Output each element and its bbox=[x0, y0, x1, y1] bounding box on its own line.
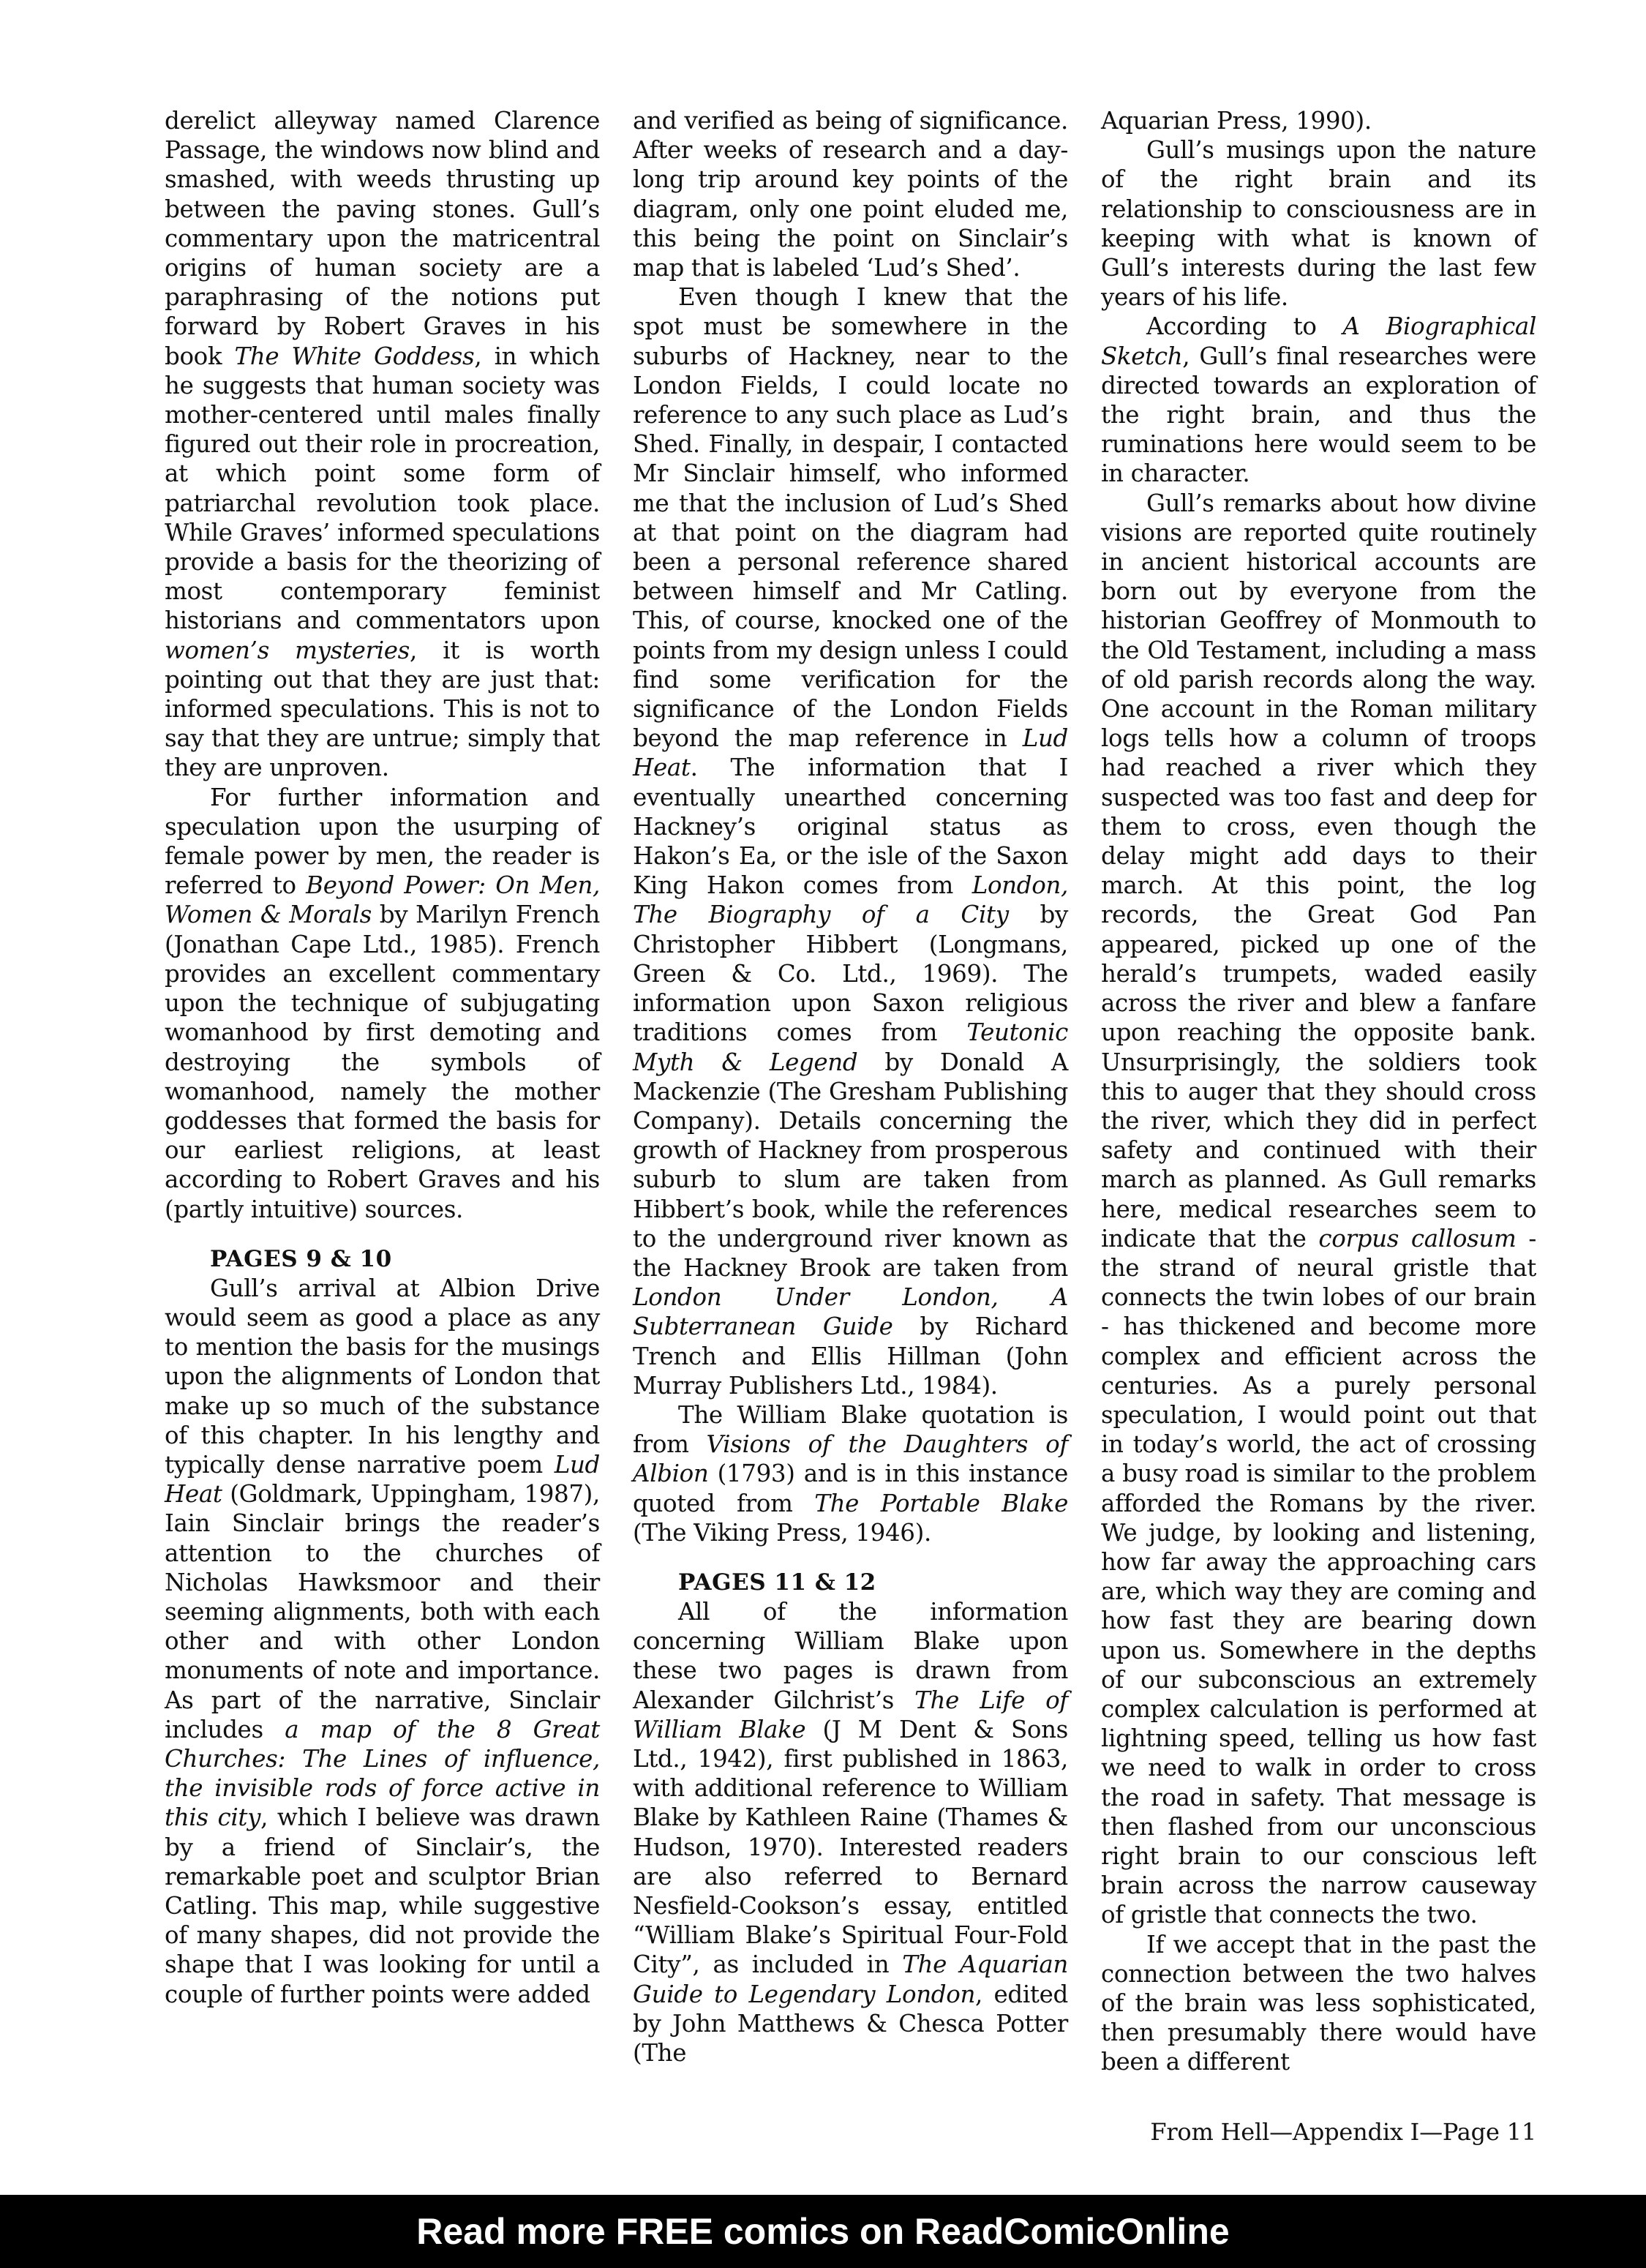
italic-title-text: Lud Heat bbox=[633, 724, 1068, 782]
continued-paragraph bbox=[633, 106, 1068, 282]
italic-title-text: The White Goddess bbox=[234, 342, 475, 370]
body-text: The William Blake quotation is from bbox=[633, 1400, 1068, 1459]
paragraph bbox=[165, 783, 600, 1224]
text-column-3 bbox=[1101, 106, 1536, 2077]
body-text: by Christopher Hibbert (Longmans, Green & Co. Ltd., 1969). The information upon Saxon religious traditions comes from bbox=[633, 901, 1068, 1047]
body-text: , Gull’s final researches were directed towards an exploration of the right brain, and thus the ruminations here would seem to be in character. bbox=[1101, 342, 1536, 488]
italic-title-text: A Biographical Sketch bbox=[1101, 312, 1536, 370]
section-heading: PAGES 9 & 10 bbox=[210, 1245, 392, 1272]
continued-paragraph bbox=[1101, 106, 1536, 135]
text-column-1 bbox=[165, 106, 600, 2009]
body-text: by Richard Trench and Ellis Hillman (John Murray Publishers Ltd., 1984). bbox=[633, 1313, 1068, 1400]
italic-title-text: Lud Heat bbox=[165, 1450, 600, 1509]
italic-title-text: Visions of the Daughters of Albion bbox=[633, 1430, 1069, 1488]
paragraph bbox=[1101, 135, 1536, 312]
body-text: , edited by John Matthews & Chesca Potter (The bbox=[633, 1980, 1068, 2067]
body-text: If we accept that in the past the connection between the two halves of the brain was less sophisticated, then presumably there would have been a different bbox=[1101, 1930, 1536, 2076]
italic-title-text: a map of the 8 Great Churches: The Lines of influence, the invisible rods of force active in this city bbox=[165, 1715, 600, 1832]
body-text: . The information that I eventually unearthed concerning Hackney’s original status as Hakon’s Ea, or the isle of the Saxon King Hakon comes from bbox=[633, 754, 1068, 900]
body-text: Gull’s musings upon the nature of the right brain and its relationship to consciousness are in keeping with what is known of Gull’s interests during the last few years of his life. bbox=[1101, 136, 1536, 312]
section-heading: PAGES 11 & 12 bbox=[678, 1569, 876, 1596]
italic-title-text: The Life of William Blake bbox=[633, 1686, 1068, 1743]
text-column-2 bbox=[633, 106, 1068, 2068]
body-text: by Donald A Mackenzie (The Gresham Publishing Company). Details concerning the growth of Hackney from prosperous suburb to slum are taken from Hibbert’s book, while the references to the underground river known as the Hackney Brook are taken from bbox=[633, 1048, 1069, 1282]
promo-banner[interactable] bbox=[0, 2195, 1646, 2268]
paragraph bbox=[165, 1274, 600, 2009]
italic-title-text: London, The Biography of a City bbox=[633, 871, 1068, 929]
paragraph bbox=[633, 1597, 1068, 2068]
body-text: , which I believe was drawn by a friend of Sinclair’s, the remarkable poet and sculptor Brian Catling. This map, while suggestive of many shapes, did not provide the shape that I was looking for until a couple of further points were added bbox=[165, 1803, 600, 2008]
body-text: Aquarian Press, 1990). bbox=[1101, 107, 1372, 135]
body-text: Gull’s arrival at Albion Drive would seem as good a place as any to mention the basis for the musings upon the alignments of London that make up so much of the substance of this chapter. In his lengthy and typically dense narrative poem bbox=[165, 1274, 600, 1479]
body-text: - the strand of neural gristle that connects the twin lobes of our brain - has thickened and become more complex and efficient across the centuries. As a purely personal speculation, I would point out that in today’s world, the act of crossing a busy road is similar to the problem afforded the Romans by the river. We judge, by looking and listening, how far away the approaching cars are, which way they are coming and how fast they are bearing down upon us. Somewhere in the depths of our subconscious an extremely complex calculation is performed at lightning speed, telling us how fast we need to walk in order to cross the road in safety. That message is then flashed from our unconscious right brain to our conscious left brain across the narrow causeway of gristle that connects the two. bbox=[1101, 1224, 1536, 1929]
paragraph bbox=[1101, 1930, 1536, 2077]
italic-title-text: The Aquarian Guide to Legendary London bbox=[633, 1950, 1069, 2008]
paragraph bbox=[1101, 489, 1536, 1930]
body-text: (J M Dent & Sons Ltd., 1942), first published in 1863, with additional reference to William Blake by Kathleen Raine (Thames & Hudson, 1970). Interested readers are also referred to Bernard Nesfield-Cookson’s essay, entitled “William Blake’s Spiritual Four-Fold City”, as included in bbox=[633, 1715, 1068, 1979]
body-text: derelict alleyway named Clarence Passage, the windows now blind and smashed, with weeds thrusting up between the paving stones. Gull’s commentary upon the matricentral origins of human society are a paraphrasing of the notions put forward by Robert Graves in his book bbox=[165, 107, 600, 370]
body-text: According to bbox=[1146, 312, 1343, 341]
body-text: by Marilyn French (Jonathan Cape Ltd., 1985). French provides an excellent commentary upon the technique of subjugating womanhood by first demoting and destroying the symbols of womanhood, namely the mother goddesses that formed the basis for our earliest religions, at least according to Robert Graves and his (partly intuitive) sources. bbox=[165, 901, 600, 1223]
italic-title-text: corpus callosum bbox=[1318, 1224, 1517, 1253]
body-text: (Goldmark, Uppingham, 1987), Iain Sinclair brings the reader’s attention to the churches of Nicholas Hawksmoor and their seeming alignments, both with each other and with other London monuments of note and importance. As part of the narrative, Sinclair includes bbox=[165, 1480, 600, 1743]
promo-banner-text[interactable]: Read more FREE comics on ReadComicOnline bbox=[416, 2211, 1230, 2252]
paragraph bbox=[1101, 312, 1536, 488]
italic-title-text: The Portable Blake bbox=[814, 1489, 1068, 1517]
body-text: (The Viking Press, 1946). bbox=[633, 1518, 931, 1547]
body-text: All of the information concerning William Blake upon these two pages is drawn from Alexander Gilchrist’s bbox=[633, 1597, 1068, 1714]
italic-title-text: London Under London, A Subterranean Guide bbox=[633, 1283, 1068, 1341]
continued-paragraph bbox=[165, 106, 600, 783]
italic-title-text: women’s mysteries bbox=[165, 636, 410, 664]
body-text: (1793) and is in this instance quoted from bbox=[633, 1460, 1068, 1517]
paragraph bbox=[633, 282, 1068, 1400]
italic-title-text: Teutonic Myth & Legend bbox=[633, 1018, 1068, 1076]
body-text: and verified as being of significance. After weeks of research and a day-long trip around key points of the diagram, only one point eluded me, this being the point on Sinclair’s map that is labeled ‘Lud’s Shed’. bbox=[633, 107, 1068, 282]
page-footer: From Hell—Appendix I—Page 11 bbox=[1150, 2118, 1536, 2146]
body-text: , in which he suggests that human society was mother-centered until males finally figured out their role in procreation, at which point some form of patriarchal revolution took place. While Graves’ informed speculations provide a basis for the theorizing of most contemporary feminist historians and commentators upon bbox=[165, 342, 600, 635]
italic-title-text: Beyond Power: On Men, Women & Morals bbox=[165, 871, 600, 929]
body-text: Even though I knew that the spot must be somewhere in the suburbs of Hackney, near to the London Fields, I could locate no reference to any such place as Lud’s Shed. Finally, in despair, I contacted Mr Sinclair himself, who informed me that the inclusion of Lud’s Shed at that point on the diagram had been a personal reference shared between himself and Mr Catling. This, of course, knocked one of the points from my design unless I could find some verification for the significance of the London Fields beyond the map reference in bbox=[633, 283, 1068, 753]
body-text: , it is worth pointing out that they are just that: informed speculations. This is not to say that they are untrue; simply that they are unproven. bbox=[165, 636, 600, 782]
body-text: For further information and speculation upon the usurping of female power by men, the reader is referred to bbox=[165, 783, 600, 900]
paragraph bbox=[633, 1400, 1068, 1547]
body-text: Gull’s remarks about how divine visions are reported quite routinely in ancient historical accounts are born out by everyone from the historian Geoffrey of Monmouth to the Old Testament, including a mass of old parish records along the way. One account in the Roman military logs tells how a column of troops had reached a river which they suspected was too fast and deep for them to cross, even though the delay might add days to their march. At this point, the log records, the Great God Pan appeared, picked up one of the herald’s trumpets, waded easily across the river and blew a fanfare upon reaching the opposite bank. Unsurprisingly, the soldiers took this to auger that they should cross the river, which they did in perfect safety and continued with their march as planned. As Gull remarks here, medical researches seem to indicate that the bbox=[1101, 489, 1536, 1253]
